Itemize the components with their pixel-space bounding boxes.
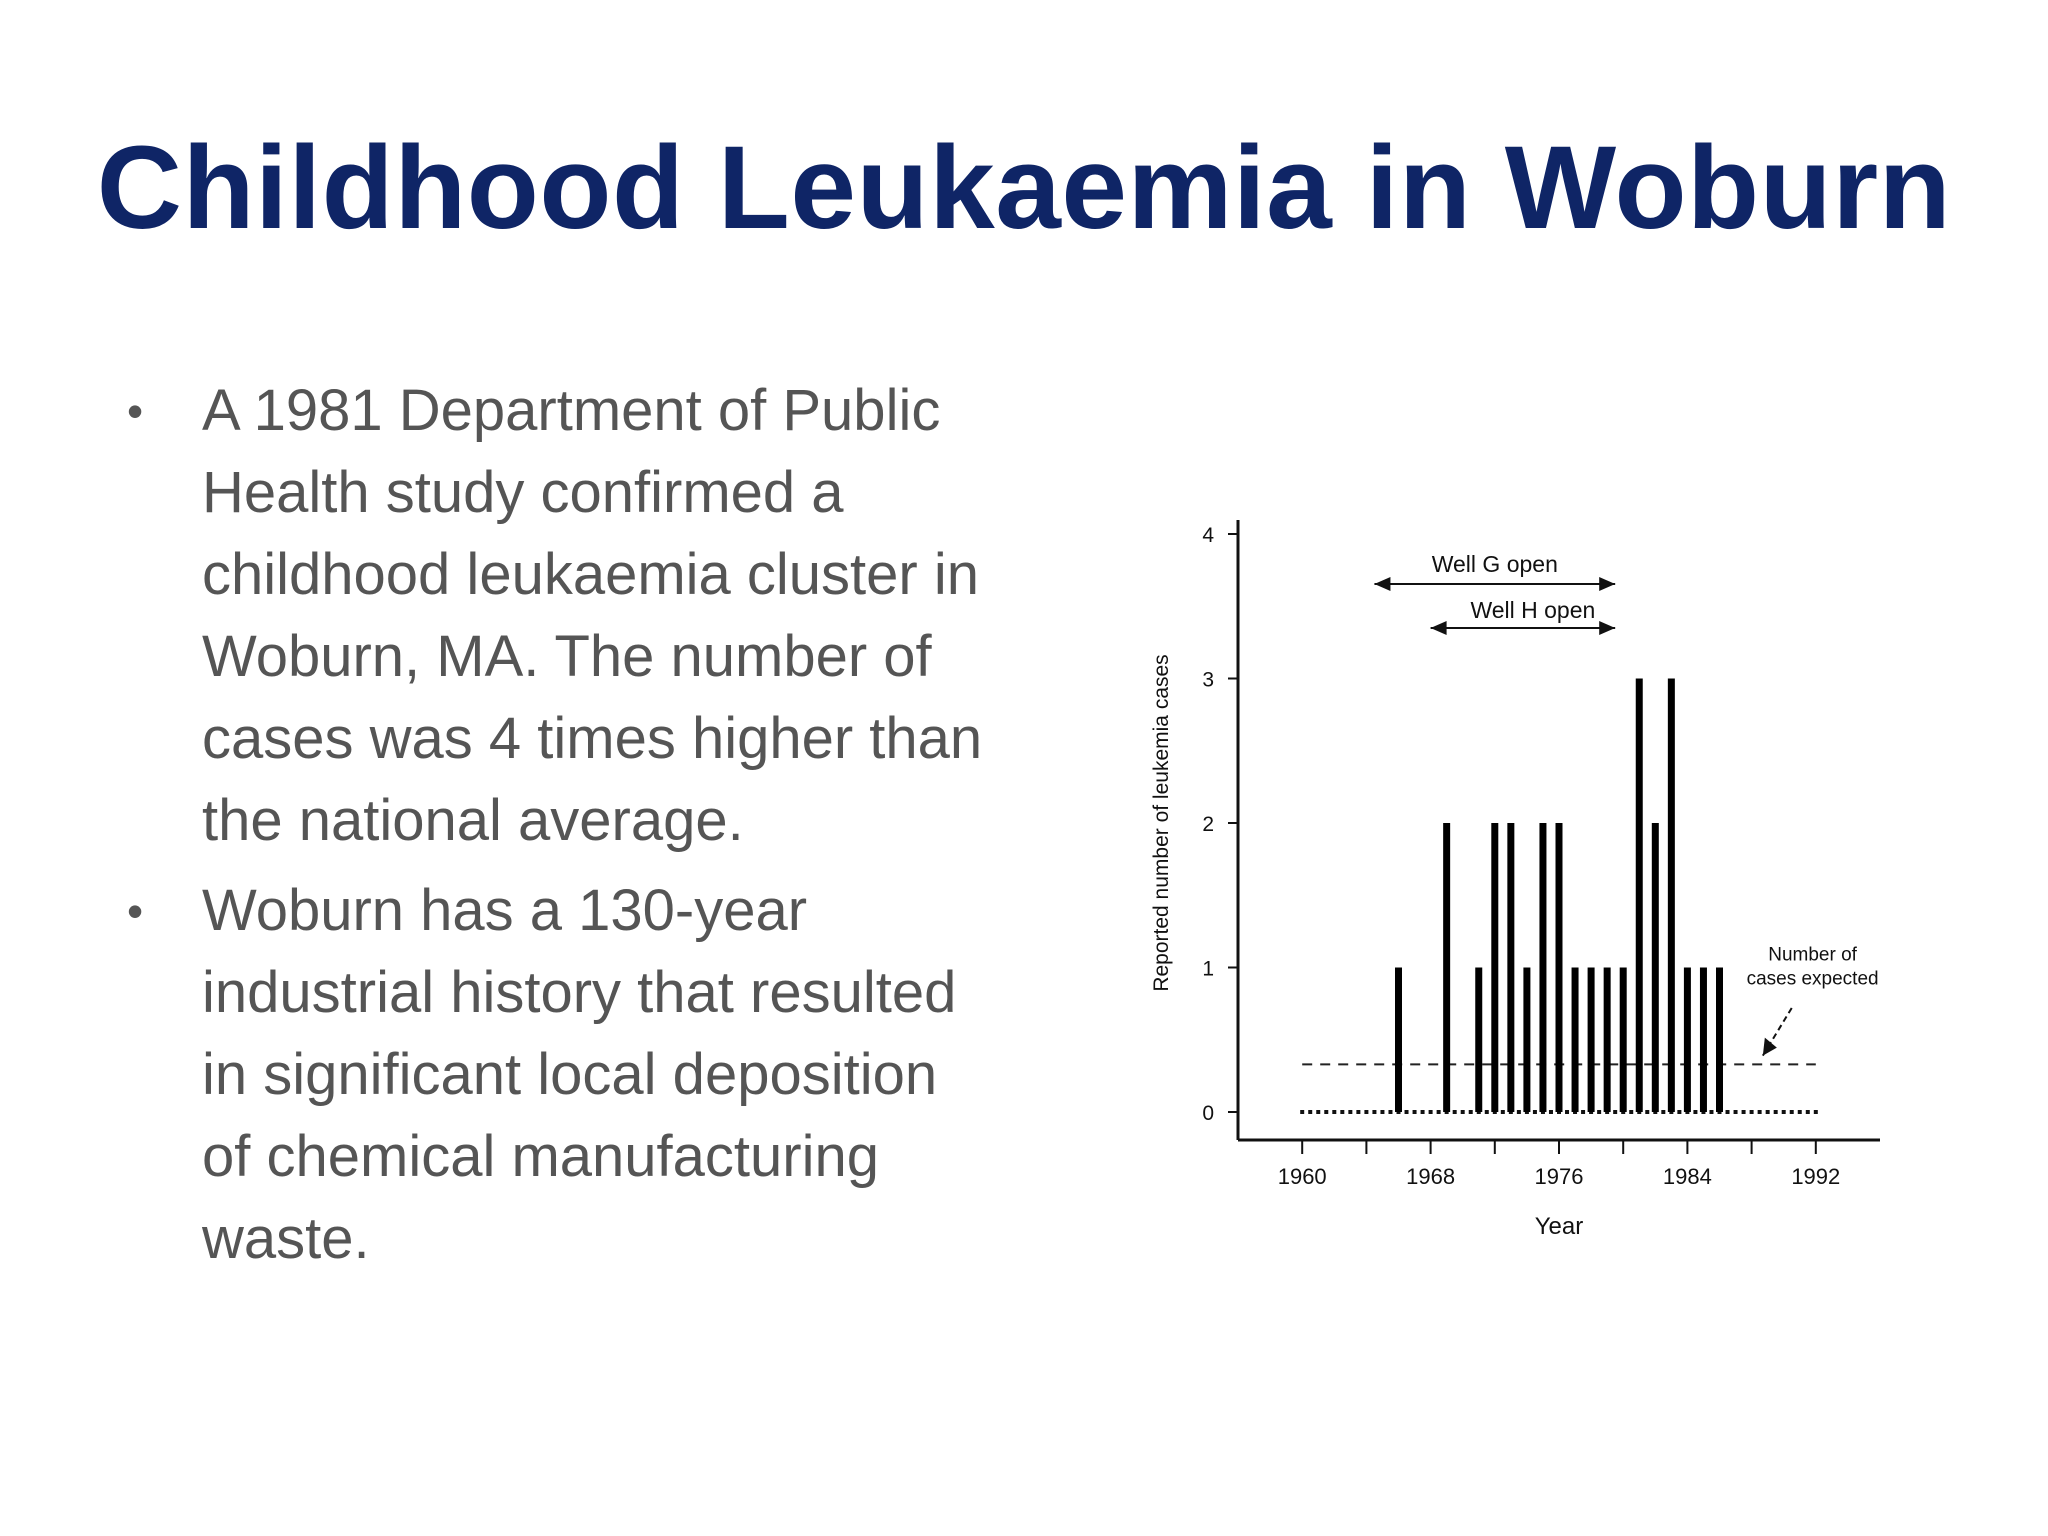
y-tick-label: 4 xyxy=(1202,524,1214,547)
zero-dot xyxy=(1750,1110,1754,1114)
bullet-text: A 1981 Department of Public Health study confirmed a childhood leukaemia cluster in Woburn, MA. The number of cases was 4 times higher than the national average. xyxy=(202,378,983,853)
zero-dot xyxy=(1766,1110,1770,1114)
bar xyxy=(1443,823,1450,1112)
zero-dot xyxy=(1565,1110,1569,1114)
x-tick-label: 1960 xyxy=(1277,1164,1327,1189)
bullet-dot-icon: • xyxy=(126,885,144,937)
expected-pointer-head xyxy=(1763,1038,1777,1056)
well-g-label: Well G open xyxy=(1431,551,1558,577)
zero-dot xyxy=(1629,1110,1633,1114)
zero-dot xyxy=(1485,1110,1489,1114)
x-tick-label: 1992 xyxy=(1791,1164,1841,1189)
zero-dot xyxy=(1549,1110,1553,1114)
zero-dot xyxy=(1774,1110,1778,1114)
zero-dot xyxy=(1693,1110,1697,1114)
bar xyxy=(1556,823,1563,1112)
zero-dot xyxy=(1324,1110,1328,1114)
zero-dot xyxy=(1372,1110,1376,1114)
zero-dot xyxy=(1613,1110,1617,1114)
bar xyxy=(1507,823,1514,1112)
bar xyxy=(1572,968,1579,1113)
bar xyxy=(1652,823,1659,1112)
bar xyxy=(1475,968,1482,1113)
well-h-label: Well H open xyxy=(1470,597,1596,623)
zero-dot xyxy=(1405,1110,1409,1114)
zero-dot xyxy=(1340,1110,1344,1114)
bar xyxy=(1523,968,1530,1113)
bullet-item xyxy=(120,370,990,862)
zero-dot xyxy=(1806,1110,1810,1114)
bar xyxy=(1395,968,1402,1113)
zero-dot xyxy=(1421,1110,1425,1114)
well-g-arrow-right-head xyxy=(1599,577,1615,591)
expected-cases-label: Number of cases expected xyxy=(1746,944,1879,990)
zero-dot xyxy=(1726,1110,1730,1114)
zero-dot xyxy=(1677,1110,1681,1114)
zero-dot xyxy=(1790,1110,1794,1114)
zero-dot xyxy=(1533,1110,1537,1114)
y-tick-label: 3 xyxy=(1202,668,1214,692)
y-tick-label: 2 xyxy=(1202,813,1214,836)
zero-dot xyxy=(1501,1110,1505,1114)
zero-dot xyxy=(1469,1110,1473,1114)
bar xyxy=(1716,968,1723,1113)
bullet-item xyxy=(120,870,990,1280)
zero-dot xyxy=(1742,1110,1746,1114)
y-tick-label: 1 xyxy=(1202,957,1214,981)
zero-dot xyxy=(1581,1110,1585,1114)
zero-dot xyxy=(1348,1110,1352,1114)
zero-dot xyxy=(1300,1110,1304,1114)
well-g-arrow-left-head xyxy=(1374,577,1390,591)
zero-dot xyxy=(1814,1110,1818,1114)
zero-dot xyxy=(1388,1110,1392,1114)
bullet-list xyxy=(120,370,990,1288)
bar xyxy=(1539,823,1546,1112)
bar xyxy=(1491,823,1498,1112)
zero-dot xyxy=(1380,1110,1384,1114)
zero-dot xyxy=(1734,1110,1738,1114)
bullet-dot-icon: • xyxy=(126,385,144,437)
x-tick-label: 1976 xyxy=(1534,1164,1584,1189)
bullet-text: Woburn has a 130-year industrial history that resulted in significant local deposition of chemical manufacturing waste. xyxy=(202,878,957,1271)
zero-dot xyxy=(1356,1110,1360,1114)
leukemia-chart xyxy=(1140,500,1920,1260)
zero-dot xyxy=(1364,1110,1368,1114)
zero-dot xyxy=(1316,1110,1320,1114)
well-h-arrow-right-head xyxy=(1599,621,1615,635)
zero-dot xyxy=(1758,1110,1762,1114)
zero-dot xyxy=(1597,1110,1601,1114)
bar xyxy=(1620,968,1627,1113)
zero-dot xyxy=(1798,1110,1802,1114)
zero-dot xyxy=(1782,1110,1786,1114)
bar xyxy=(1604,968,1611,1113)
zero-dot xyxy=(1429,1110,1433,1114)
zero-dot xyxy=(1645,1110,1649,1114)
bar xyxy=(1588,968,1595,1113)
bar xyxy=(1636,679,1643,1113)
bar xyxy=(1668,679,1675,1113)
zero-dot xyxy=(1308,1110,1312,1114)
y-axis-label: Reported number of leukemia cases xyxy=(1150,654,1173,992)
zero-dot xyxy=(1461,1110,1465,1114)
well-h-arrow-left-head xyxy=(1431,621,1447,635)
zero-dot xyxy=(1709,1110,1713,1114)
x-tick-label: 1984 xyxy=(1662,1164,1712,1189)
bar xyxy=(1684,968,1691,1113)
zero-dot xyxy=(1413,1110,1417,1114)
x-axis-label: Year xyxy=(1534,1213,1584,1240)
x-tick-label: 1968 xyxy=(1406,1164,1456,1189)
bar xyxy=(1700,968,1707,1113)
zero-dot xyxy=(1332,1110,1336,1114)
leukemia-chart-svg xyxy=(1140,500,1920,1260)
y-tick-label: 0 xyxy=(1202,1102,1214,1125)
zero-dot xyxy=(1453,1110,1457,1114)
zero-dot xyxy=(1517,1110,1521,1114)
slide-title: Childhood Leukaemia in Woburn xyxy=(96,122,1952,254)
zero-dot xyxy=(1661,1110,1665,1114)
zero-dot xyxy=(1437,1110,1441,1114)
